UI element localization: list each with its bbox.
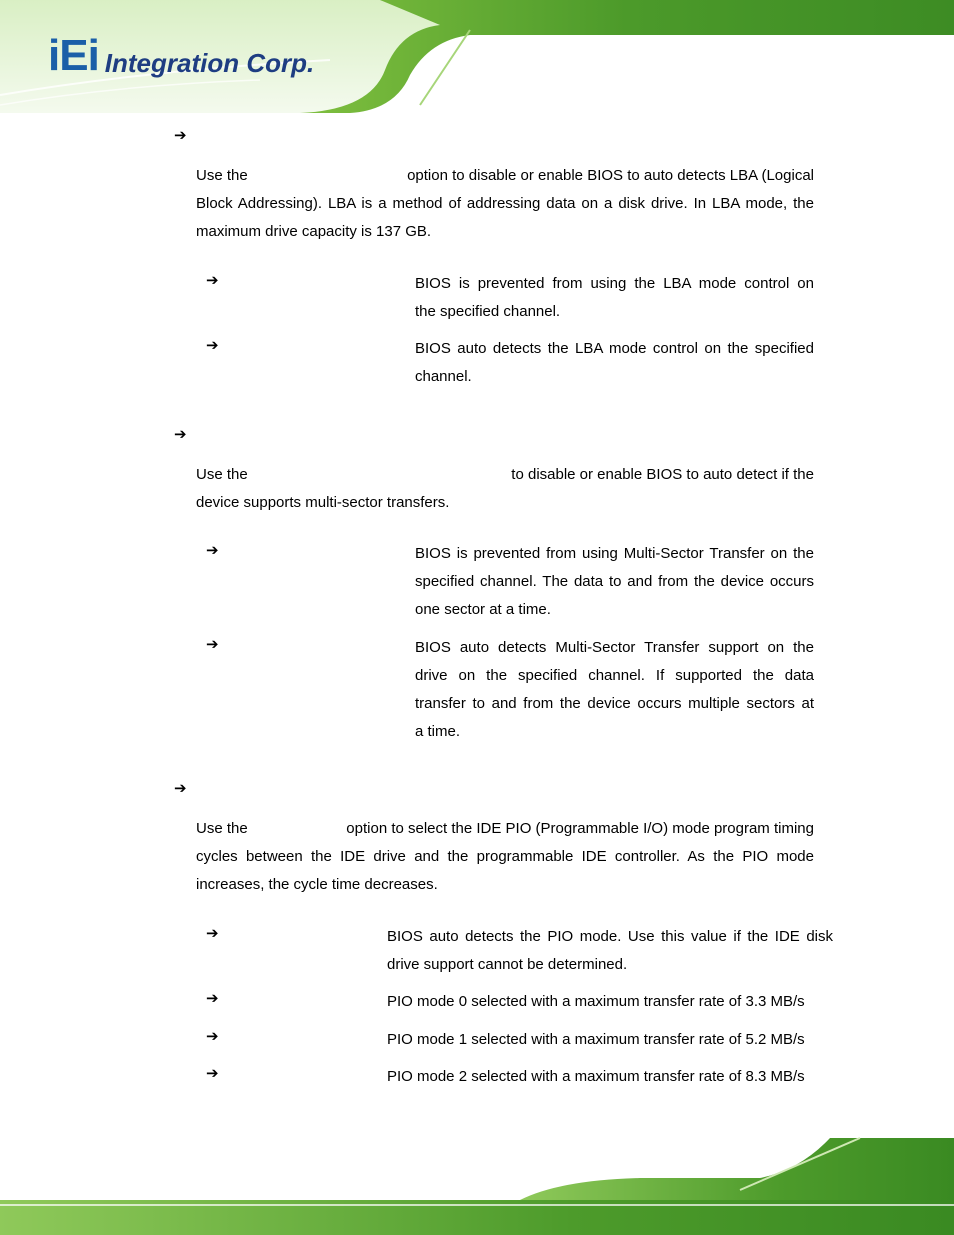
intro-text: option to select the IDE PIO (Programmable I/O) mode program timing bbox=[346, 820, 814, 837]
intro-text: device supports multi-sector transfers. bbox=[196, 494, 450, 511]
option-description bbox=[415, 540, 814, 624]
section-1-intro bbox=[196, 162, 814, 246]
option-text: specified channel. The data to and from the device occurs bbox=[415, 573, 814, 590]
intro-text: Block Addressing). LBA is a method of addressing data on a disk drive. In LBA mode, the bbox=[196, 195, 814, 212]
option-text: one sector at a time. bbox=[415, 601, 551, 618]
option-text: drive support cannot be determined. bbox=[387, 956, 628, 973]
company-logo bbox=[48, 28, 314, 78]
option-bullet-arrow: ➔ bbox=[206, 541, 219, 559]
option-description bbox=[415, 335, 814, 391]
section-bullet-arrow: ➔ bbox=[174, 126, 187, 144]
section-bullet-arrow: ➔ bbox=[174, 425, 187, 443]
option-description bbox=[415, 634, 814, 746]
option-text: BIOS auto detects Multi-Sector Transfer support on the bbox=[415, 639, 814, 656]
option-text: PIO mode 1 selected with a maximum transfer rate of 5.2 MB/s bbox=[387, 1031, 805, 1048]
option-bullet-arrow: ➔ bbox=[206, 271, 219, 289]
option-text: a time. bbox=[415, 723, 461, 740]
intro-text: Use the bbox=[196, 167, 248, 184]
section-bullet-arrow: ➔ bbox=[174, 779, 187, 797]
option-description bbox=[387, 988, 833, 1016]
intro-text: cycles between the IDE drive and the programmable IDE controller. As the PIO mode bbox=[196, 848, 814, 865]
option-description bbox=[387, 923, 833, 979]
option-text: BIOS is prevented from using the LBA mode control on bbox=[415, 275, 814, 292]
option-bullet-arrow: ➔ bbox=[206, 1027, 219, 1045]
intro-text: Use the bbox=[196, 466, 248, 483]
option-bullet-arrow: ➔ bbox=[206, 989, 219, 1007]
option-text: BIOS auto detects the PIO mode. Use this value if the IDE disk bbox=[387, 928, 833, 945]
option-text: the specified channel. bbox=[415, 303, 561, 320]
option-text: transfer to and from the device occurs multiple sectors at bbox=[415, 695, 814, 712]
option-description bbox=[387, 1063, 833, 1091]
option-description bbox=[387, 1026, 833, 1054]
section-3-intro bbox=[196, 815, 814, 899]
logo-wordmark: Integration Corp. bbox=[104, 48, 315, 78]
option-text: channel. bbox=[415, 368, 472, 385]
option-description bbox=[415, 270, 814, 326]
option-text: BIOS is prevented from using Multi-Sector Transfer on the bbox=[415, 545, 814, 562]
footer-banner bbox=[0, 1130, 954, 1235]
intro-text: maximum drive capacity is 137 GB. bbox=[196, 223, 432, 240]
option-text: PIO mode 2 selected with a maximum transfer rate of 8.3 MB/s bbox=[387, 1068, 805, 1085]
option-text: drive on the specified channel. If supported the data bbox=[415, 667, 814, 684]
intro-text: increases, the cycle time decreases. bbox=[196, 876, 438, 893]
option-text: PIO mode 0 selected with a maximum transfer rate of 3.3 MB/s bbox=[387, 993, 805, 1010]
section-2-intro bbox=[196, 461, 814, 517]
option-bullet-arrow: ➔ bbox=[206, 336, 219, 354]
logo-iei-mark: iEi bbox=[48, 31, 99, 80]
option-bullet-arrow: ➔ bbox=[206, 1064, 219, 1082]
intro-text: to disable or enable BIOS to auto detect if the bbox=[511, 466, 814, 483]
option-text: BIOS auto detects the LBA mode control on the specified bbox=[415, 340, 814, 357]
intro-text: option to disable or enable BIOS to auto detects LBA (Logical bbox=[407, 167, 814, 184]
option-bullet-arrow: ➔ bbox=[206, 635, 219, 653]
intro-text: Use the bbox=[196, 820, 248, 837]
option-bullet-arrow: ➔ bbox=[206, 924, 219, 942]
